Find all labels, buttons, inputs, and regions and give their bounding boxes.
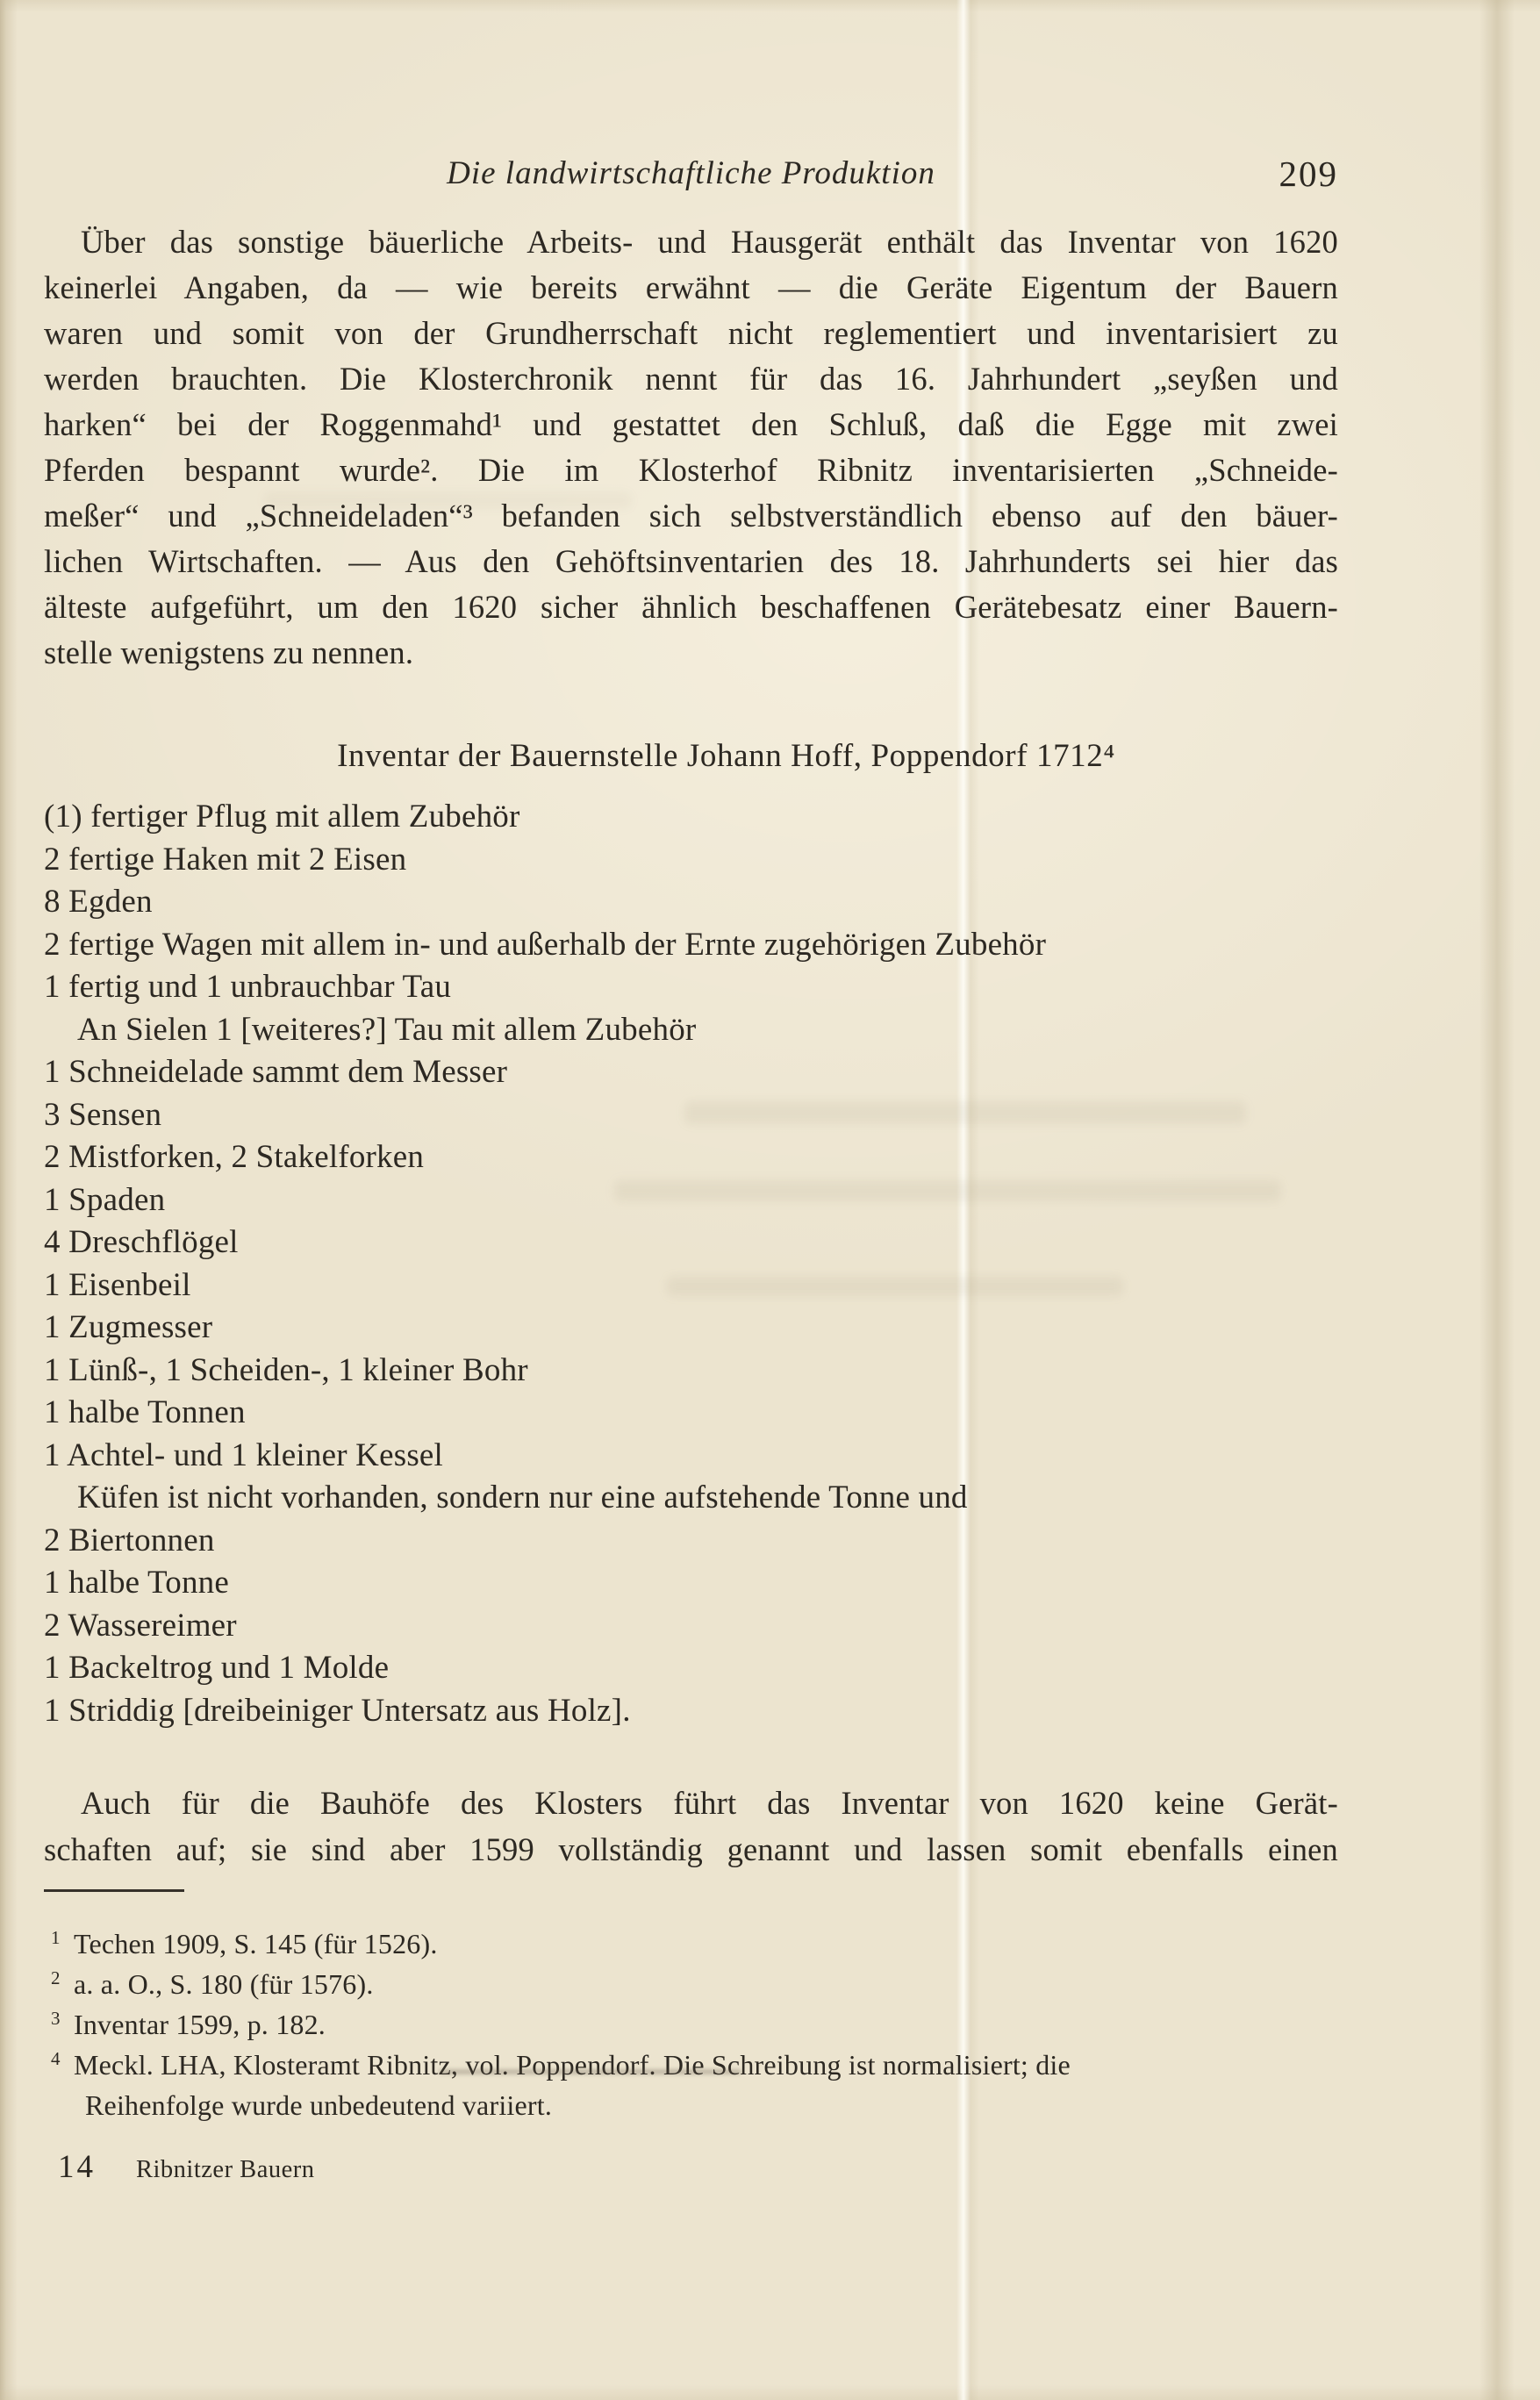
inventory-item: 1 Schneidelade sammt dem Messer [44,1054,508,1090]
inventory-item: 1 Backeltrog und 1 Molde [44,1650,390,1686]
inventory-item: 2 Mistforken, 2 Stakelforken [44,1139,425,1175]
signature-title: Ribnitzer Bauern [136,2156,315,2183]
footnote-marker: 4 [51,2048,61,2069]
footnote [51,1964,1297,2004]
footer-signature [58,2148,314,2186]
inventory-item: 1 halbe Tonne [44,1565,229,1601]
footnote-continuation: Reihenfolge wurde unbedeutend variiert. [85,2089,553,2121]
inventory-item: 1 halbe Tonnen [44,1394,246,1430]
page-number: 209 [1279,154,1338,194]
inventory-item: An Sielen 1 [weiteres?] Tau mit allem Zubehör [77,1011,697,1048]
paragraph-line: Auch für die Bauhöfe des Klosters führt das Inventar von 1620 keine Gerät- [81,1785,1338,1821]
paragraph-line: lichen Wirtschaften. — Aus den Gehöftsinventarien des 18. Jahrhunderts sei hier das [44,543,1338,579]
inventory-item: 1 Eisenbeil [44,1266,191,1303]
footnote [51,2045,1297,2085]
paragraph-2 [44,1780,1338,1873]
footnote-marker: 1 [51,1927,61,1948]
footnote [51,1924,1297,1964]
inventory-item: 2 fertige Wagen mit allem in- und außerhalb der Ernte zugehörigen Zubehör [44,926,1047,963]
paragraph-1 [44,219,1338,676]
inventory-item: 1 Achtel- und 1 kleiner Kessel [44,1436,444,1473]
paragraph-line: harken“ bei der Roggenmahd¹ und gestattet den Schluß, daß die Egge mit zwei [44,406,1338,442]
inventory-item: 1 fertig und 1 unbrauchbar Tau [44,969,452,1005]
paragraph-line: meßer“ und „Schneideladen“³ befanden sich selbstverständlich ebenso auf den bäuer- [44,498,1338,534]
footnote-text: Inventar 1599, p. 182. [74,2009,326,2040]
running-head-title: Die landwirtschaftliche Produktion [447,155,935,191]
footnote-marker: 3 [51,2008,61,2029]
footnote-separator-rule [44,1889,184,1892]
footnote-text: a. a. O., S. 180 (für 1576). [74,1968,374,2000]
paragraph-line: waren und somit von der Grundherrschaft nicht reglementiert und inventarisiert zu [44,315,1338,351]
signature-number: 14 [58,2149,96,2185]
inventory-heading: Inventar der Bauernstelle Johann Hoff, Poppendorf 1712⁴ [337,738,1115,774]
footnote [51,2004,1297,2045]
inventory-item: 1 Zugmesser [44,1309,213,1345]
inventory-item: 2 Wassereimer [44,1607,237,1644]
paragraph-line: werden brauchten. Die Klosterchronik nennt für das 16. Jahrhundert „seyßen und [44,361,1338,397]
paragraph-line: älteste aufgeführt, um den 1620 sicher ähnlich beschaffenen Gerätebesatz einer Bauern- [44,589,1338,625]
paragraph-line: Pferden bespannt wurde². Die im Klosterhof Ribnitz inventarisierten „Schneide- [44,452,1338,488]
inventory-item: Küfen ist nicht vorhanden, sondern nur eine aufstehende Tonne und [77,1479,968,1515]
inventory-item: 2 Biertonnen [44,1522,215,1558]
inventory-item: 2 fertige Haken mit 2 Eisen [44,841,407,878]
inventory-item: 4 Dreschflögel [44,1224,239,1260]
footnote-marker: 2 [51,1967,61,1988]
paragraph-line: stelle wenigstens zu nennen. [44,634,414,670]
paragraph-line: schaften auf; sie sind aber 1599 vollständig genannt und lassen somit ebenfalls einen [44,1831,1338,1867]
inventory-item: (1) fertiger Pflug mit allem Zubehör [44,799,520,835]
paragraph-line: keinerlei Angaben, da — wie bereits erwähnt — die Geräte Eigentum der Bauern [44,269,1338,305]
print-smudge [439,2069,741,2074]
running-head [44,154,1338,198]
inventory-item: 8 Egden [44,884,153,920]
inventory-list [44,796,1338,1732]
inventory-item: 3 Sensen [44,1096,162,1133]
inventory-item: 1 Spaden [44,1181,166,1218]
footnote-text: Meckl. LHA, Klosteramt Ribnitz, vol. Poppendorf. Die Schreibung ist normalisiert; die [74,2049,1071,2081]
footnotes [51,1924,1297,2125]
inventory-item: 1 Lünß-, 1 Scheiden-, 1 kleiner Bohr [44,1351,528,1388]
footnote-text: Techen 1909, S. 145 (für 1526). [74,1928,438,1959]
inventory-item: 1 Striddig [dreibeiniger Untersatz aus Holz]. [44,1692,631,1729]
paragraph-line: Über das sonstige bäuerliche Arbeits- und Hausgerät enthält das Inventar von 1620 [81,224,1338,260]
